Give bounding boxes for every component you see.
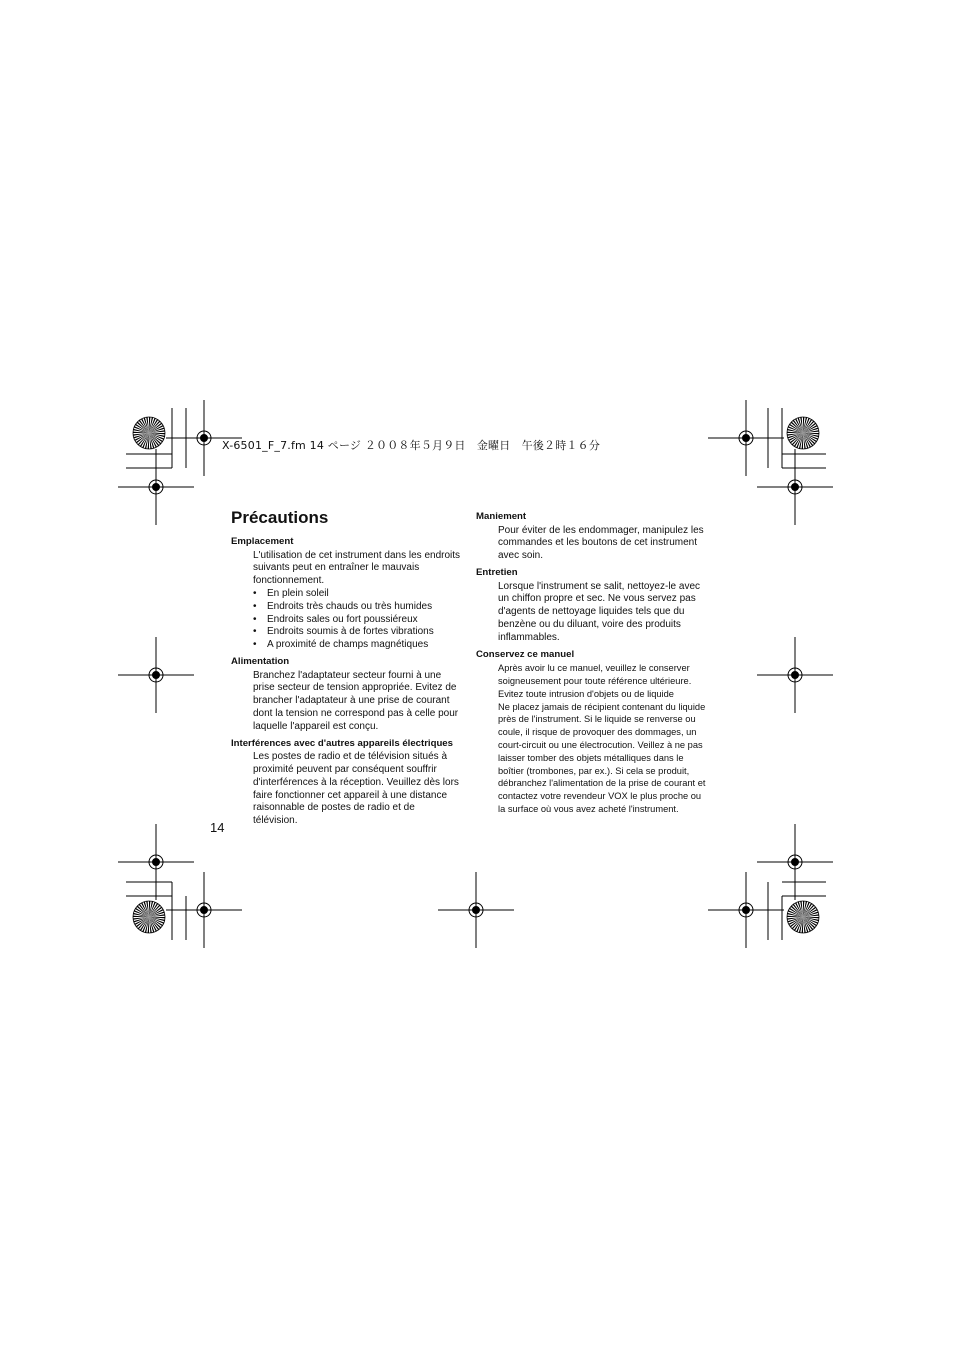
registration-crosshair: [118, 449, 194, 525]
bullet-item: • En plein soleil: [253, 588, 461, 601]
registration-crosshair: [118, 824, 194, 900]
section-heading: Conservez ce manuel: [476, 648, 575, 660]
section-text: Pour éviter de les endommager, manipulez les commandes et les boutons de cet instrument avec soin.: [498, 524, 704, 562]
starburst-mark: [787, 901, 819, 933]
section-text: Ne placez jamais de récipient contenant du liquide près de l'instrument. Si le liquide se renverse ou coule, il risque de provoquer des dommages, un court-circuit ou une électrocution. Veillez à ne pas laisser tomber des objets métalliques dans le boîtier (trombones, par ex.). Si cela se produit, débranchez l'alimentation de la prise de courant et contactez votre revendeur VOX le plus proche ou la surface où vous avez acheté l'instrument.: [498, 701, 706, 814]
section-entretien: [476, 567, 708, 645]
bullet-item: • Endroits sales ou fort poussiéreux: [253, 614, 461, 627]
bullet-list: [253, 588, 461, 652]
section-heading: Emplacement: [231, 536, 294, 547]
section-heading: Maniement: [476, 511, 527, 522]
starburst-mark: [133, 901, 165, 933]
bullet-item: • A proximité de champs magnétiques: [253, 639, 461, 652]
section-text: Evitez toute intrusion d'objets ou de liquide: [498, 688, 674, 699]
file-header: X-6501_F_7.fm 14 ページ ２００８年５月９日 金曜日 午後２時１６分: [222, 439, 601, 452]
section-heading: Alimentation: [231, 655, 290, 667]
starburst-mark: [787, 417, 819, 449]
section-heading: Entretien: [476, 566, 518, 578]
page-title: Précautions: [231, 508, 329, 527]
page-number: 14: [210, 820, 225, 835]
registration-crosshair: [438, 872, 514, 948]
registration-crosshair: [166, 872, 242, 948]
registration-crosshair: [757, 637, 833, 713]
section-conservez: [476, 649, 708, 816]
section-text: Branchez l'adaptateur secteur fourni à une prise secteur de tension appropriée. Evitez de brancher l'adaptateur à une prise de courant dont la tension ne correspond pas à celle pour laquelle l'appareil est conçu.: [253, 669, 459, 732]
section-alimentation: [231, 656, 461, 734]
section-heading: Interférences avec d'autres appareils électriques: [231, 737, 453, 749]
starburst-mark: [133, 417, 165, 449]
section-text: Les postes de radio et de télévision situés à proximité peuvent par conséquent souffrir d'interférences à la réception. Veuillez dès lors faire fonctionner cet appareil à une distance raisonnable de postes de radio et de télévision.: [253, 751, 459, 827]
section-text: Lorsque l'instrument se salit, nettoyez-le avec un chiffon propre et sec. Ne vous servez pas d'agents de nettoyage liquides tels que du benzène ou du diluant, voire des produits inflammables.: [498, 580, 701, 643]
bullet-item: • Endroits très chauds ou très humides: [253, 601, 461, 614]
section-text: L'utilisation de cet instrument dans les endroits suivants peut en entraîner le mauvais fonctionnement.: [253, 549, 461, 587]
section-interferences: [231, 738, 461, 828]
registration-crosshair: [708, 872, 784, 948]
section-maniement: [476, 511, 708, 563]
registration-crosshair: [118, 637, 194, 713]
registration-crosshair: [708, 400, 784, 476]
section-emplacement: [231, 536, 461, 652]
section-text: Après avoir lu ce manuel, veuillez le conserver soigneusement pour toute référence ultérieure.: [498, 663, 692, 686]
bullet-item: • Endroits soumis à de fortes vibrations: [253, 626, 461, 639]
right-column: [476, 511, 708, 820]
left-column: [231, 536, 461, 832]
